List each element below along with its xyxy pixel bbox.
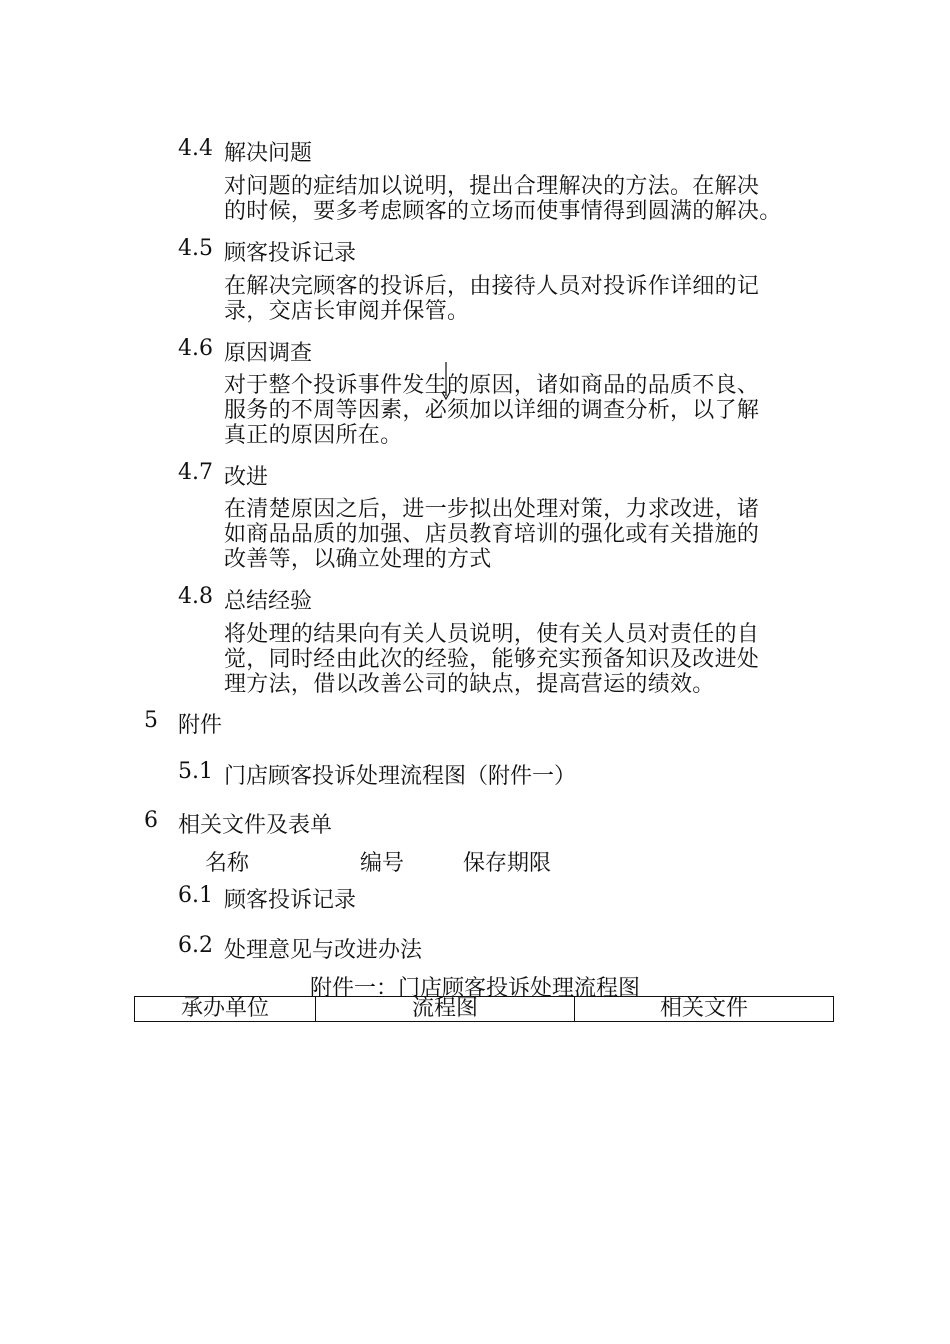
paragraph-line: 的时候，要多考虑顾客的立场而使事情得到圆满的解决。 — [224, 199, 782, 224]
paragraph-line: 觉，同时经由此次的经验，能够充实预备知识及改进处 — [224, 647, 760, 672]
annex-table — [134, 996, 834, 1022]
paragraph-line: 对于整个投诉事件发生的原因，诸如商品的品质不良、 — [224, 373, 760, 398]
section-paragraph — [224, 497, 814, 572]
section-title: 相关文件及表单 — [178, 813, 333, 838]
column-header-code: 编号 — [360, 851, 405, 876]
section-title: 顾客投诉记录 — [224, 241, 357, 266]
section-paragraph — [224, 274, 814, 324]
paragraph-line: 理方法，借以改善公司的缺点，提高营运的绩效。 — [224, 672, 715, 697]
section-number: 4.5 — [178, 236, 213, 261]
annex-caption: 附件一：门店顾客投诉处理流程图 — [309, 976, 640, 1001]
arrow-down-icon — [440, 362, 452, 400]
annex-header-documents: 相关文件 — [575, 997, 834, 1022]
section-title: 改进 — [224, 465, 269, 490]
section-paragraph — [224, 373, 814, 448]
paragraph-line: 在清楚原因之后，进一步拟出处理对策，力求改进，诸 — [224, 497, 760, 522]
section-number: 4.4 — [178, 136, 213, 161]
form-item: 顾客投诉记录 — [224, 888, 357, 913]
section-number: 5 — [144, 708, 158, 733]
section-title: 解决问题 — [224, 141, 313, 166]
section-paragraph — [224, 622, 814, 697]
section-number: 4.8 — [178, 584, 213, 609]
paragraph-line: 真正的原因所在。 — [224, 423, 403, 448]
section-number: 4.6 — [178, 336, 213, 361]
paragraph-line: 将处理的结果向有关人员说明，使有关人员对责任的自 — [224, 622, 760, 647]
annex-header-flowchart: 流程图 — [316, 997, 575, 1022]
paragraph-line: 服务的不周等因素，必须加以详细的调查分析，以了解 — [224, 398, 760, 423]
section-number: 6.2 — [178, 933, 213, 958]
form-item: 处理意见与改进办法 — [224, 938, 423, 963]
paragraph-line: 录，交店长审阅并保管。 — [224, 299, 470, 324]
annex-header-unit: 承办单位 — [135, 997, 316, 1022]
paragraph-line: 如商品品质的加强、店员教育培训的强化或有关措施的 — [224, 522, 760, 547]
paragraph-line: 对问题的症结加以说明，提出合理解决的方法。在解决 — [224, 174, 760, 199]
paragraph-line: 改善等，以确立处理的方式 — [224, 547, 492, 572]
section-number: 6 — [144, 808, 158, 833]
section-number: 5.1 — [178, 759, 213, 784]
section-title: 总结经验 — [224, 589, 313, 614]
paragraph-line: 在解决完顾客的投诉后，由接待人员对投诉作详细的记 — [224, 274, 760, 299]
column-header-retention: 保存期限 — [463, 851, 552, 876]
section-title: 附件 — [178, 713, 223, 738]
annex-reference: 门店顾客投诉处理流程图（附件一） — [224, 764, 577, 789]
section-number: 4.7 — [178, 460, 213, 485]
section-title: 原因调查 — [224, 341, 313, 366]
column-header-name: 名称 — [205, 851, 250, 876]
section-number: 6.1 — [178, 883, 213, 908]
section-paragraph — [224, 174, 814, 224]
